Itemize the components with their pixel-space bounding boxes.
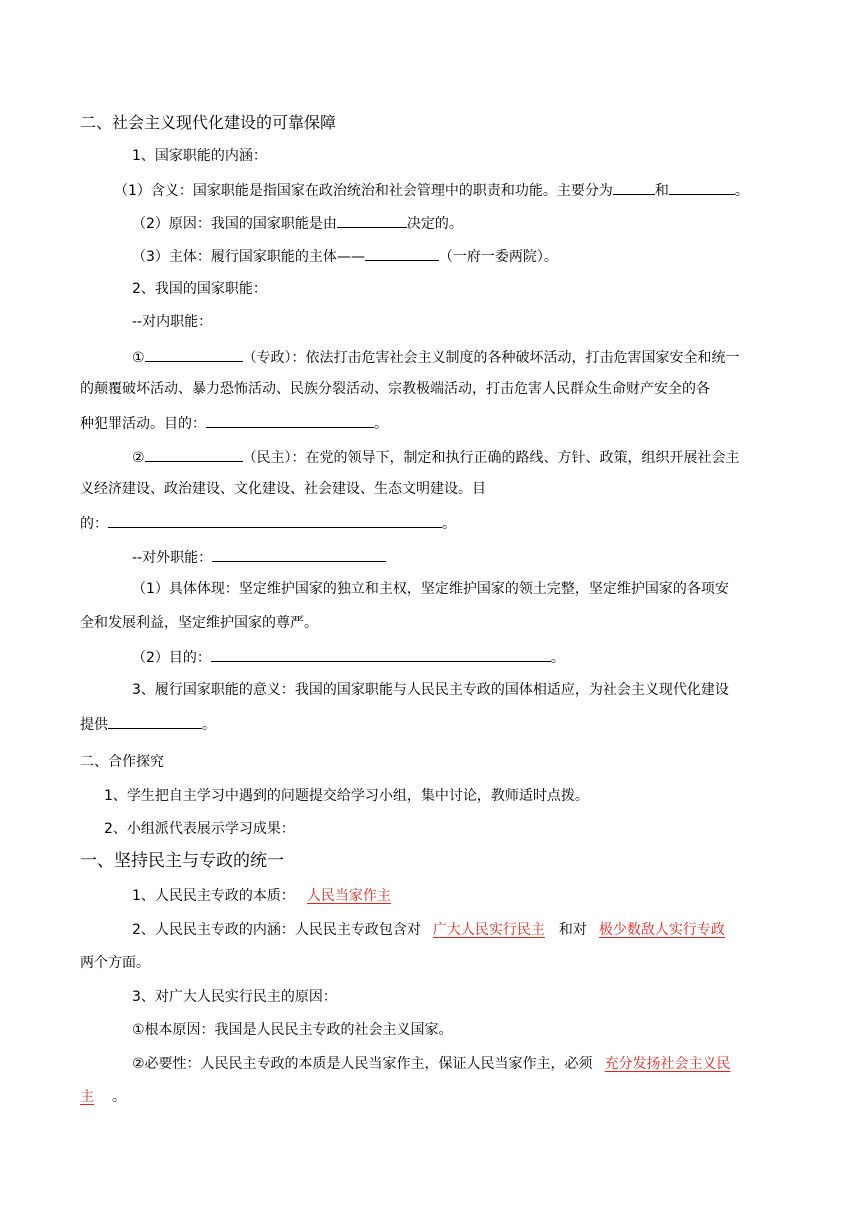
cooperation-item-1: 1、学生把自主学习中遇到的问题提交给学习小组，集中讨论，教师适时点拨。: [104, 788, 589, 804]
cooperation-item-2: 2、小组派代表展示学习成果：: [104, 821, 295, 837]
blank: [211, 646, 551, 662]
answer-text: 广大人民实行民主: [432, 922, 545, 938]
section-2-heading: 二、社会主义现代化建设的可靠保障: [80, 113, 337, 132]
subject-line: （3）主体：履行国家职能的主体—— （一府一委两院）。: [132, 245, 558, 267]
blank: [145, 346, 243, 362]
external-embodiment-line-2: 全和发展利益，坚定维护国家的尊严。: [80, 615, 318, 631]
external-purpose-line: （2）目的： 。: [132, 646, 565, 668]
dictatorship-line-3: 种犯罪活动。目的： 。: [80, 412, 388, 434]
blank: [145, 446, 243, 462]
item-2-heading: 2、我国的国家职能：: [132, 281, 267, 297]
blank: [108, 713, 202, 729]
blank: [108, 512, 442, 528]
democracy-line-3: 的： 。: [80, 512, 456, 534]
necessity-line: ②必要性：人民民主专政的本质是人民当家作主，保证人民当家作主，必须 充分发扬社会主义民: [132, 1056, 731, 1072]
answer-text: 主: [80, 1089, 94, 1105]
significance-line: 3、履行国家职能的意义：我国的国家职能与人民民主专政的国体相适应，为社会主义现代化建设: [132, 682, 729, 698]
blank: [206, 412, 374, 428]
reason-line: （2）原因：我国的国家职能是由 决定的。: [132, 212, 463, 234]
section-1-heading: 一、坚持民主与专政的统一: [80, 851, 284, 871]
connotation-line-2: 两个方面。: [80, 955, 150, 971]
external-functions-label: --对外职能：: [132, 546, 386, 568]
reason-heading: 3、对广大人民实行民主的原因：: [132, 989, 337, 1005]
connotation-line: 2、人民民主专政的内涵：人民民主专政包含对 广大人民实行民主 和对 极少数敌人实行专政: [132, 922, 725, 938]
item-1-heading: 1、国家职能的内涵：: [132, 148, 267, 164]
blank: [613, 179, 655, 195]
significance-line-2: 提供 。: [80, 713, 216, 735]
answer-text: 极少数敌人实行专政: [598, 922, 725, 938]
dictatorship-line: ① （专政）：依法打击危害社会主义制度的各种破坏活动，打击危害国家安全和统一: [132, 346, 740, 368]
cooperation-heading: 二、合作探究: [80, 754, 164, 770]
internal-functions-label: --对内职能：: [132, 314, 213, 330]
democracy-line: ② （民主）：在党的领导下，制定和执行正确的路线、方针、政策，组织开展社会主: [132, 446, 740, 468]
answer-text: 人民当家作主: [306, 888, 391, 904]
blank: [669, 179, 735, 195]
blank: [212, 546, 386, 562]
root-reason-line: ①根本原因：我国是人民民主专政的社会主义国家。: [132, 1022, 453, 1038]
dictatorship-line-2: 的颠覆破坏活动、暴力恐怖活动、民族分裂活动、宗教极端活动，打击危害人民群众生命财产安全的各: [80, 381, 710, 397]
blank: [337, 212, 407, 228]
answer-text: 充分发扬社会主义民: [604, 1056, 731, 1072]
definition-line: （1）含义：国家职能是指国家在政治统治和社会管理中的职责和功能。主要分为 和 。: [114, 179, 749, 201]
essence-line: 1、人民民主专政的本质： 人民当家作主: [132, 886, 403, 906]
necessity-line-2: 主 。: [80, 1089, 126, 1105]
blank: [365, 245, 439, 261]
external-embodiment-line: （1）具体体现：坚定维护国家的独立和主权，坚定维护国家的领土完整，坚定维护国家的各项安: [132, 581, 729, 597]
democracy-line-2: 义经济建设、政治建设、文化建设、社会建设、生态文明建设。目: [80, 481, 486, 497]
